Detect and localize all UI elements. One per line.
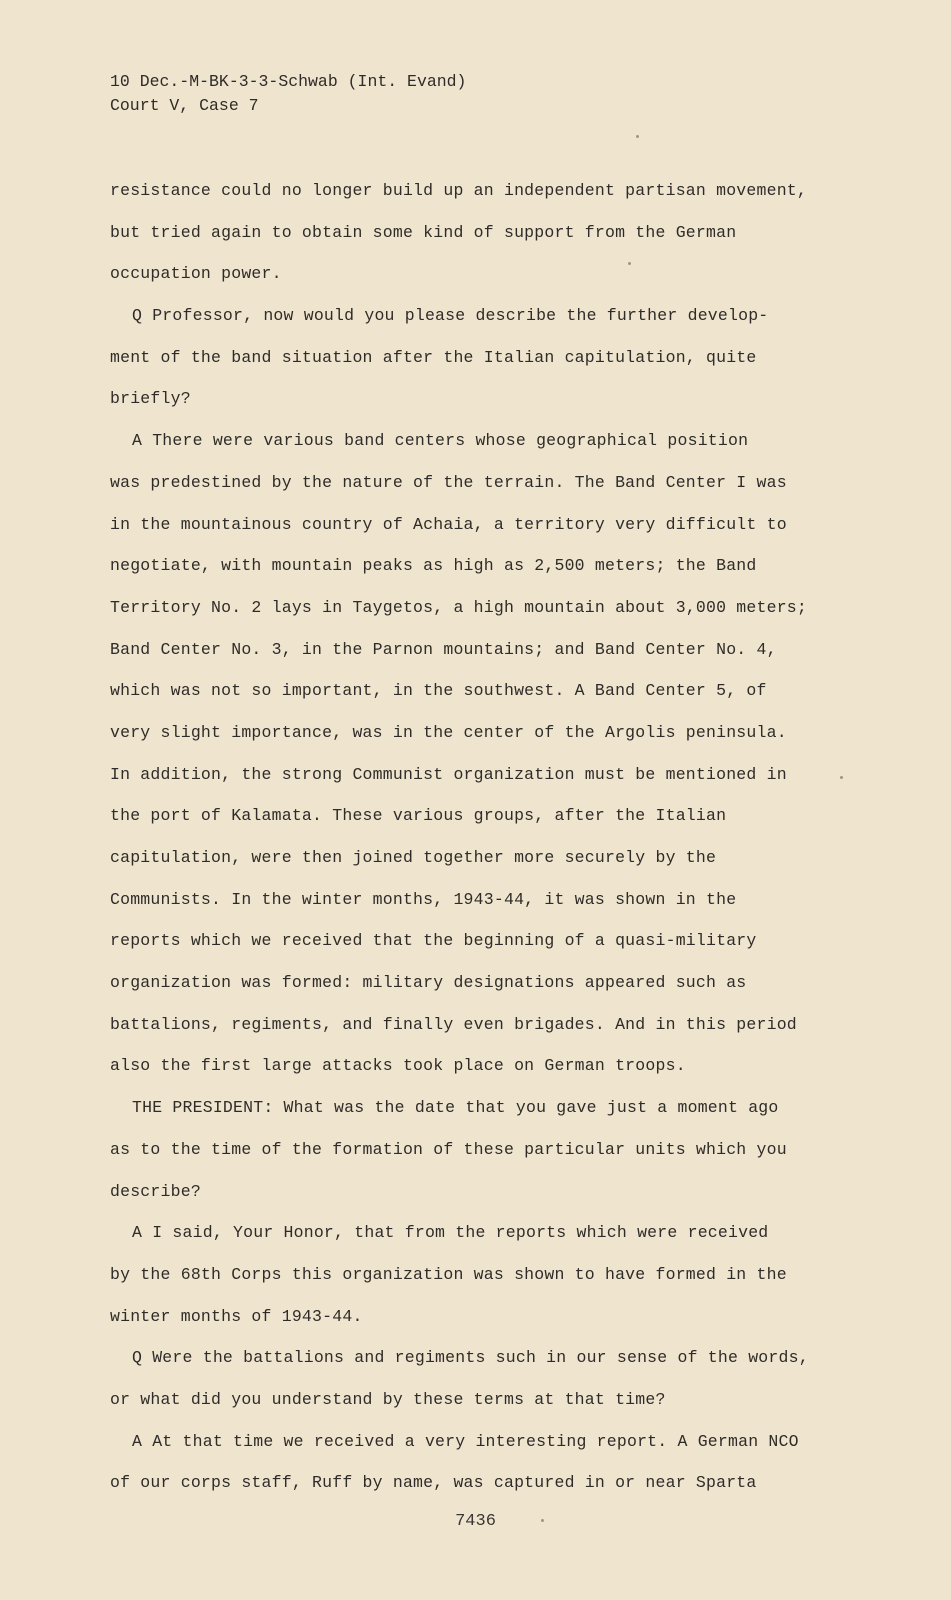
- header-reference: 10 Dec.-M-BK-3-3-Schwab (Int. Evand): [110, 72, 467, 91]
- text-line: Band Center No. 3, in the Parnon mountains; and Band Center No. 4,: [110, 639, 777, 659]
- text-line: by the 68th Corps this organization was shown to have formed in the: [110, 1264, 787, 1284]
- text-line: in the mountainous country of Achaia, a territory very difficult to: [110, 514, 787, 534]
- text-line: which was not so important, in the southwest. A Band Center 5, of: [110, 681, 767, 701]
- text-line: also the first large attacks took place on German troops.: [110, 1056, 686, 1076]
- text-line: but tried again to obtain some kind of support from the German: [110, 222, 737, 242]
- text-line: THE PRESIDENT: What was the date that you gave just a moment ago: [132, 1098, 779, 1118]
- text-line: the port of Kalamata. These various groups, after the Italian: [110, 806, 727, 826]
- text-line: describe?: [110, 1181, 201, 1201]
- text-line: or what did you understand by these terms at that time?: [110, 1389, 666, 1409]
- text-line: organization was formed: military designations appeared such as: [110, 973, 747, 993]
- text-line: A At that time we received a very interesting report. A German NCO: [132, 1431, 799, 1451]
- paper-speck: [541, 1519, 544, 1522]
- text-line: negotiate, with mountain peaks as high as 2,500 meters; the Band: [110, 556, 757, 576]
- text-line: Communists. In the winter months, 1943-44, it was shown in the: [110, 889, 737, 909]
- paper-speck: [840, 776, 843, 779]
- document-header: [110, 70, 466, 118]
- paper-speck: [628, 262, 631, 265]
- text-line: winter months of 1943-44.: [110, 1306, 363, 1326]
- text-line: capitulation, were then joined together more securely by the: [110, 848, 717, 867]
- text-line: Q Were the battalions and regiments such in our sense of the words,: [132, 1348, 809, 1368]
- text-line: resistance could no longer build up an independent partisan movement,: [110, 181, 808, 200]
- header-court-case: Court V, Case 7: [110, 96, 259, 115]
- text-line: ment of the band situation after the Italian capitulation, quite: [110, 347, 757, 367]
- text-line: battalions, regiments, and finally even brigades. And in this period: [110, 1014, 797, 1034]
- text-line: Q Professor, now would you please describe the further develop-: [132, 306, 769, 326]
- text-line: reports which we received that the beginning of a quasi-military: [110, 931, 757, 951]
- text-line: as to the time of the formation of these particular units which you: [110, 1139, 787, 1159]
- text-line: In addition, the strong Communist organization must be mentioned in: [110, 764, 787, 784]
- transcript-body: [110, 170, 830, 1504]
- text-line: of our corps staff, Ruff by name, was captured in or near Sparta: [110, 1473, 757, 1493]
- text-line: very slight importance, was in the center of the Argolis peninsula.: [110, 722, 787, 742]
- text-line: A There were various band centers whose geographical position: [132, 431, 749, 451]
- text-line: briefly?: [110, 389, 191, 409]
- text-line: Territory No. 2 lays in Taygetos, a high mountain about 3,000 meters;: [110, 597, 808, 617]
- page-number: 7436: [455, 1512, 496, 1531]
- paper-speck: [636, 135, 639, 138]
- text-line: occupation power.: [110, 264, 282, 284]
- text-line: was predestined by the nature of the terrain. The Band Center I was: [110, 472, 787, 492]
- text-line: A I said, Your Honor, that from the reports which were received: [132, 1223, 769, 1243]
